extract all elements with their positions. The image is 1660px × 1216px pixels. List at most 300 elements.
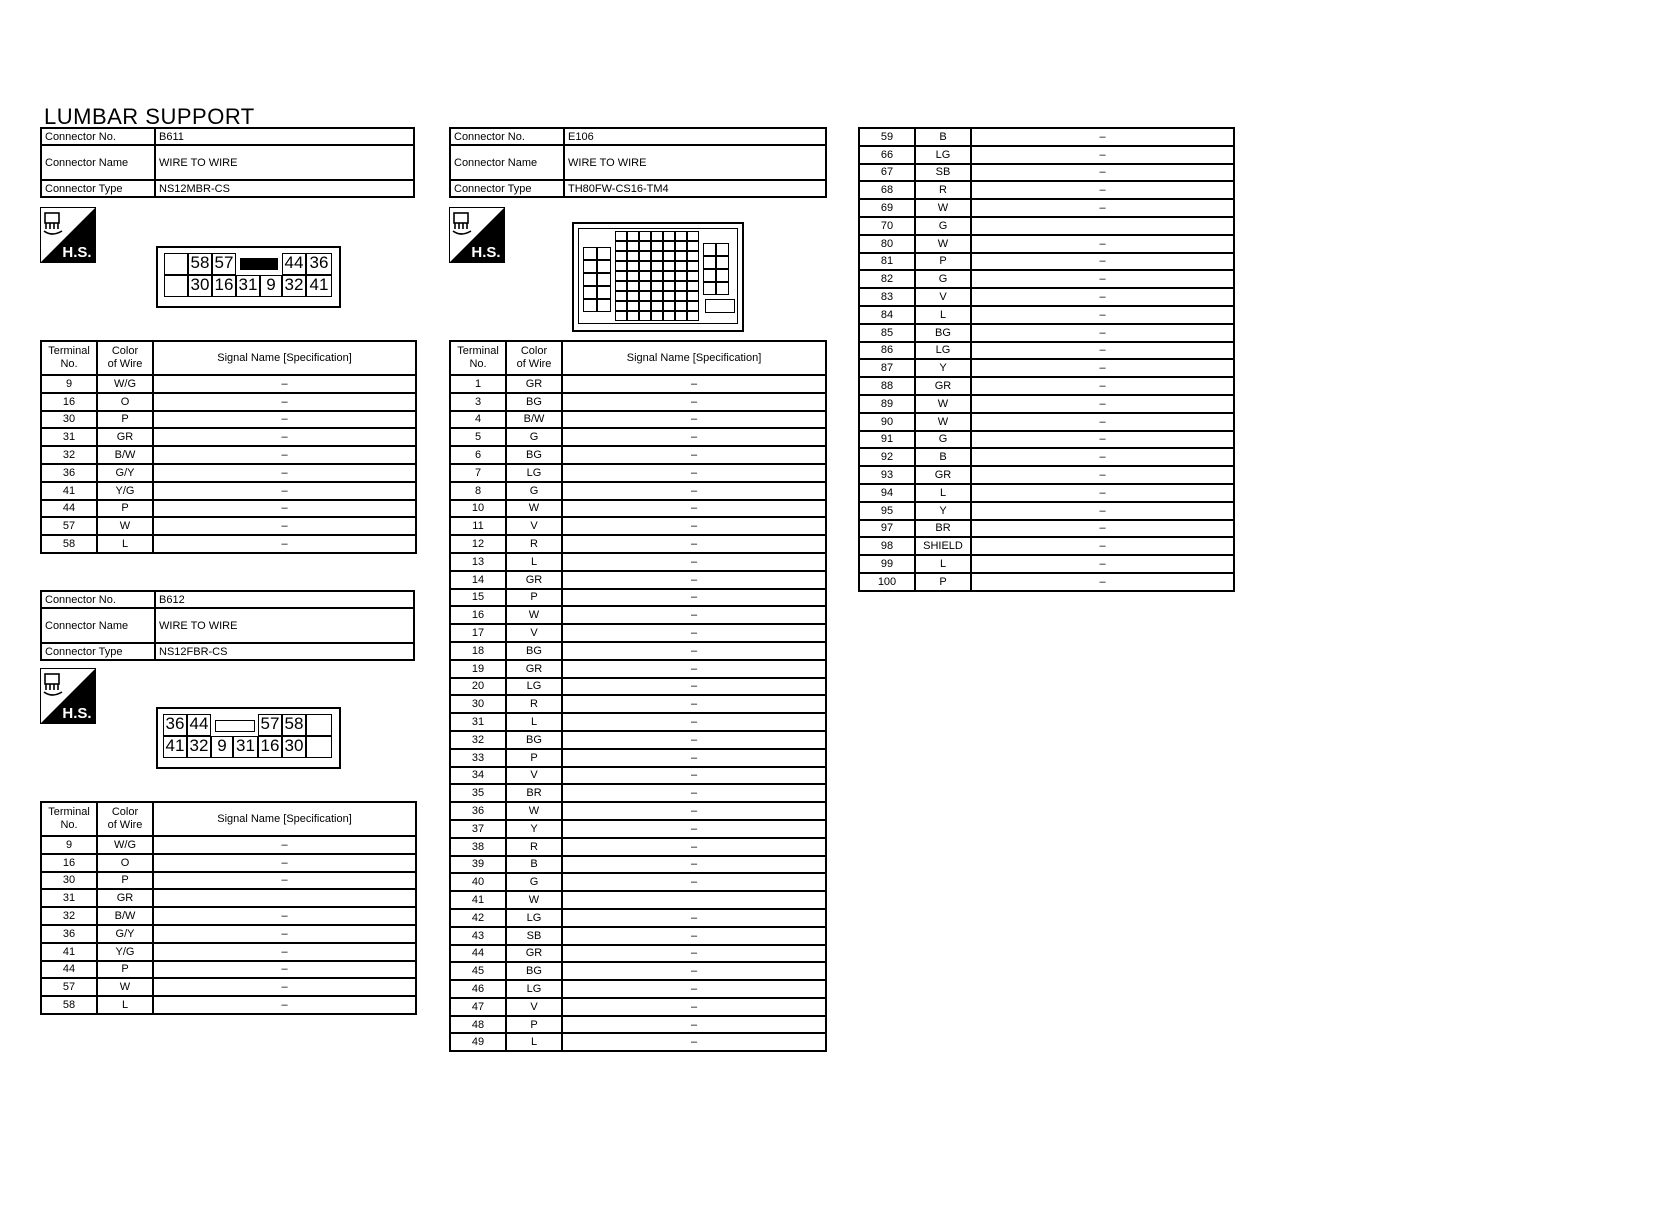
signal-cell: – bbox=[971, 235, 1234, 253]
cavity-cell bbox=[639, 291, 651, 301]
terminal-cell: 37 bbox=[450, 820, 506, 838]
wire-color-cell: G bbox=[506, 428, 562, 446]
table-row bbox=[41, 996, 416, 1014]
table-row bbox=[450, 998, 826, 1016]
table-row bbox=[41, 889, 416, 907]
pin-cell: 9 bbox=[211, 736, 233, 758]
signal-cell: – bbox=[153, 996, 416, 1014]
wire-color-cell: BR bbox=[506, 784, 562, 802]
terminal-cell: 30 bbox=[450, 695, 506, 713]
signal-cell: – bbox=[562, 464, 826, 482]
table-row bbox=[450, 784, 826, 802]
pin-cell bbox=[306, 714, 332, 736]
terminal-cell: 9 bbox=[41, 836, 97, 854]
cavity-cell bbox=[627, 231, 639, 241]
wire-color-cell: LG bbox=[506, 464, 562, 482]
cavity-cell bbox=[615, 241, 627, 251]
cavity-cell bbox=[639, 261, 651, 271]
wire-color-cell: L bbox=[97, 535, 153, 553]
cavity-cell bbox=[716, 243, 729, 256]
table-row bbox=[859, 377, 1234, 395]
wire-color-cell: W bbox=[506, 606, 562, 624]
wire-color-cell: P bbox=[97, 872, 153, 890]
table-row bbox=[859, 199, 1234, 217]
signal-cell: – bbox=[562, 962, 826, 980]
pin-cell: 30 bbox=[188, 275, 212, 297]
e106-connector-face bbox=[572, 222, 744, 332]
signal-cell: – bbox=[971, 128, 1234, 146]
connector-name-label: Connector Name bbox=[41, 145, 155, 180]
signal-cell: – bbox=[971, 520, 1234, 538]
signal-cell: – bbox=[971, 288, 1234, 306]
terminal-cell: 85 bbox=[859, 324, 915, 342]
wire-color-cell: R bbox=[506, 838, 562, 856]
cavity-cell bbox=[663, 261, 675, 271]
terminal-cell: 67 bbox=[859, 164, 915, 182]
terminal-cell: 41 bbox=[41, 482, 97, 500]
signal-cell: – bbox=[153, 428, 416, 446]
cavity-cell bbox=[639, 231, 651, 241]
signal-cell: – bbox=[562, 411, 826, 429]
cavity-cell bbox=[597, 247, 611, 260]
table-row bbox=[41, 517, 416, 535]
wire-color-cell: P bbox=[915, 573, 971, 591]
table-row bbox=[41, 872, 416, 890]
table-row bbox=[859, 288, 1234, 306]
wire-color-cell: SHIELD bbox=[915, 537, 971, 555]
terminal-cell: 14 bbox=[450, 571, 506, 589]
cavity-cell bbox=[663, 311, 675, 321]
table-row bbox=[41, 482, 416, 500]
cavity-cell bbox=[687, 291, 699, 301]
table-row bbox=[41, 500, 416, 518]
terminal-cell: 8 bbox=[450, 482, 506, 500]
table-row bbox=[450, 375, 826, 393]
pin-cell: 36 bbox=[163, 714, 187, 736]
cavity-cell bbox=[615, 301, 627, 311]
signal-cell: – bbox=[971, 413, 1234, 431]
table-row bbox=[450, 678, 826, 696]
terminal-cell: 4 bbox=[450, 411, 506, 429]
cavity-cell bbox=[583, 299, 597, 312]
wire-color-cell: W bbox=[915, 235, 971, 253]
wire-color-cell: P bbox=[97, 961, 153, 979]
signal-cell: – bbox=[153, 854, 416, 872]
cavity-cell bbox=[687, 271, 699, 281]
signal-cell: – bbox=[562, 393, 826, 411]
table-row bbox=[450, 927, 826, 945]
signal-cell: – bbox=[971, 555, 1234, 573]
connector-type-label: Connector Type bbox=[450, 180, 564, 197]
signal-cell: – bbox=[562, 695, 826, 713]
terminal-cell: 42 bbox=[450, 909, 506, 927]
wire-color-cell: LG bbox=[506, 909, 562, 927]
cavity-cell bbox=[597, 260, 611, 273]
b612-connector-type: NS12FBR-CS bbox=[155, 643, 414, 660]
table-row bbox=[859, 448, 1234, 466]
cavity-cell bbox=[651, 231, 663, 241]
table-row bbox=[450, 856, 826, 874]
signal-cell: – bbox=[153, 872, 416, 890]
terminal-cell: 39 bbox=[450, 856, 506, 874]
wire-color-cell: B/W bbox=[97, 446, 153, 464]
terminal-cell: 98 bbox=[859, 537, 915, 555]
signal-header: Signal Name [Specification] bbox=[562, 341, 826, 375]
cavity-cell bbox=[627, 281, 639, 291]
table-row bbox=[859, 395, 1234, 413]
table-row bbox=[450, 464, 826, 482]
pin-cell: 44 bbox=[187, 714, 211, 736]
pin-cell: 31 bbox=[233, 736, 258, 758]
table-row bbox=[859, 146, 1234, 164]
terminal-cell: 31 bbox=[41, 428, 97, 446]
terminal-cell: 3 bbox=[450, 393, 506, 411]
cavity-cell bbox=[615, 281, 627, 291]
terminal-cell: 31 bbox=[450, 713, 506, 731]
terminal-cell: 32 bbox=[41, 907, 97, 925]
terminal-cell: 45 bbox=[450, 962, 506, 980]
wire-color-cell: W bbox=[915, 413, 971, 431]
cavity-cell bbox=[675, 301, 687, 311]
table-row bbox=[859, 235, 1234, 253]
terminal-cell: 15 bbox=[450, 589, 506, 607]
terminal-header: Terminal No. bbox=[41, 341, 97, 375]
terminal-cell: 11 bbox=[450, 517, 506, 535]
table-row bbox=[450, 962, 826, 980]
e106-terminal-table-continued bbox=[858, 127, 1235, 592]
signal-cell: – bbox=[562, 571, 826, 589]
wire-color-cell: GR bbox=[97, 428, 153, 446]
cavity-cell bbox=[687, 281, 699, 291]
terminal-cell: 16 bbox=[450, 606, 506, 624]
terminal-cell: 43 bbox=[450, 927, 506, 945]
cavity-cell bbox=[583, 260, 597, 273]
signal-cell: – bbox=[562, 517, 826, 535]
signal-header: Signal Name [Specification] bbox=[153, 341, 416, 375]
terminal-cell: 33 bbox=[450, 749, 506, 767]
cavity-cell bbox=[651, 261, 663, 271]
table-row bbox=[450, 535, 826, 553]
wire-color-cell: SB bbox=[506, 927, 562, 945]
table-row bbox=[859, 502, 1234, 520]
wire-color-cell: P bbox=[97, 500, 153, 518]
signal-cell: – bbox=[562, 945, 826, 963]
cavity-cell bbox=[651, 251, 663, 261]
terminal-cell: 1 bbox=[450, 375, 506, 393]
cavity-cell bbox=[675, 281, 687, 291]
wire-color-cell: P bbox=[97, 411, 153, 429]
table-row bbox=[859, 181, 1234, 199]
signal-cell: – bbox=[971, 359, 1234, 377]
terminal-cell: 94 bbox=[859, 484, 915, 502]
wire-color-cell: Y/G bbox=[97, 943, 153, 961]
terminal-cell: 16 bbox=[41, 393, 97, 411]
b611-connector-face bbox=[156, 246, 341, 308]
table-row bbox=[450, 660, 826, 678]
wire-color-cell: L bbox=[915, 306, 971, 324]
cavity-cell bbox=[663, 271, 675, 281]
terminal-cell: 20 bbox=[450, 678, 506, 696]
wire-color-cell: V bbox=[506, 767, 562, 785]
table-row bbox=[41, 411, 416, 429]
terminal-cell: 58 bbox=[41, 535, 97, 553]
terminal-cell: 99 bbox=[859, 555, 915, 573]
e106-connector-name: WIRE TO WIRE bbox=[564, 145, 826, 180]
cavity-cell bbox=[687, 311, 699, 321]
terminal-cell: 90 bbox=[859, 413, 915, 431]
wire-color-cell: LG bbox=[915, 342, 971, 360]
table-row bbox=[450, 749, 826, 767]
pin-cell: 58 bbox=[188, 253, 212, 275]
table-row bbox=[41, 428, 416, 446]
wire-color-cell: BR bbox=[915, 520, 971, 538]
cavity-cell bbox=[627, 241, 639, 251]
signal-cell: – bbox=[562, 856, 826, 874]
wire-color-cell: GR bbox=[97, 889, 153, 907]
cavity-cell bbox=[627, 291, 639, 301]
pin-cell bbox=[164, 275, 188, 297]
cavity-cell bbox=[639, 271, 651, 281]
signal-cell: – bbox=[562, 802, 826, 820]
signal-cell: – bbox=[153, 517, 416, 535]
b612-info-table bbox=[40, 590, 415, 661]
cavity-cell bbox=[583, 273, 597, 286]
signal-cell: – bbox=[562, 749, 826, 767]
cavity-cell bbox=[583, 286, 597, 299]
terminal-cell: 82 bbox=[859, 270, 915, 288]
terminal-cell: 36 bbox=[41, 925, 97, 943]
table-row bbox=[859, 520, 1234, 538]
cavity-cell bbox=[675, 311, 687, 321]
wire-color-cell: BG bbox=[915, 324, 971, 342]
connector-name-label: Connector Name bbox=[450, 145, 564, 180]
table-row bbox=[450, 642, 826, 660]
terminal-cell: 97 bbox=[859, 520, 915, 538]
signal-cell: – bbox=[153, 411, 416, 429]
table-row bbox=[859, 359, 1234, 377]
terminal-cell: 80 bbox=[859, 235, 915, 253]
terminal-cell: 57 bbox=[41, 517, 97, 535]
signal-cell: – bbox=[562, 909, 826, 927]
lock-tab bbox=[240, 258, 278, 270]
pin-cell: 36 bbox=[306, 253, 332, 275]
wire-color-cell: G/Y bbox=[97, 464, 153, 482]
cavity-cell bbox=[663, 231, 675, 241]
table-row bbox=[450, 891, 826, 909]
signal-cell: – bbox=[562, 589, 826, 607]
cavity-cell bbox=[663, 251, 675, 261]
hs-label: H.S. bbox=[471, 244, 501, 261]
b612-connector-name: WIRE TO WIRE bbox=[155, 608, 414, 643]
color-header: Color of Wire bbox=[506, 341, 562, 375]
signal-cell: – bbox=[971, 181, 1234, 199]
terminal-cell: 7 bbox=[450, 464, 506, 482]
wire-color-cell: W bbox=[506, 891, 562, 909]
pin-cell: 41 bbox=[163, 736, 187, 758]
table-row bbox=[450, 695, 826, 713]
terminal-cell: 100 bbox=[859, 573, 915, 591]
table-row bbox=[450, 393, 826, 411]
signal-cell: – bbox=[971, 537, 1234, 555]
signal-cell bbox=[153, 889, 416, 907]
wire-color-cell: W bbox=[915, 395, 971, 413]
cavity-cell bbox=[675, 261, 687, 271]
terminal-cell: 36 bbox=[450, 802, 506, 820]
signal-cell: – bbox=[562, 606, 826, 624]
wire-color-cell: Y/G bbox=[97, 482, 153, 500]
wire-color-cell: GR bbox=[506, 660, 562, 678]
wire-color-cell: W/G bbox=[97, 836, 153, 854]
signal-cell: – bbox=[153, 836, 416, 854]
terminal-cell: 81 bbox=[859, 253, 915, 271]
wire-color-cell: L bbox=[506, 553, 562, 571]
cavity-cell bbox=[675, 251, 687, 261]
pin-cell: 57 bbox=[258, 714, 282, 736]
cavity-cell bbox=[675, 291, 687, 301]
cavity-cell bbox=[687, 301, 699, 311]
cavity-cell bbox=[639, 251, 651, 261]
pin-cell: 58 bbox=[282, 714, 306, 736]
cavity-cell bbox=[703, 256, 716, 269]
terminal-cell: 59 bbox=[859, 128, 915, 146]
cavity-cell bbox=[627, 251, 639, 261]
table-row bbox=[450, 713, 826, 731]
wire-color-cell: G bbox=[915, 431, 971, 449]
cavity-cell bbox=[675, 271, 687, 281]
cavity-cell bbox=[716, 256, 729, 269]
b611-info-table bbox=[40, 127, 415, 198]
cavity-cell bbox=[651, 291, 663, 301]
wire-color-cell: Y bbox=[915, 502, 971, 520]
table-row bbox=[859, 573, 1234, 591]
cavity-cell bbox=[687, 241, 699, 251]
signal-cell bbox=[562, 891, 826, 909]
table-row bbox=[450, 571, 826, 589]
signal-cell: – bbox=[562, 1016, 826, 1034]
table-row bbox=[450, 945, 826, 963]
wire-color-cell: BG bbox=[506, 731, 562, 749]
b612-connector-no: B612 bbox=[155, 591, 414, 608]
terminal-cell: 66 bbox=[859, 146, 915, 164]
wire-color-cell: W bbox=[97, 978, 153, 996]
terminal-cell: 91 bbox=[859, 431, 915, 449]
cavity-cell bbox=[639, 281, 651, 291]
signal-cell: – bbox=[153, 482, 416, 500]
signal-cell: – bbox=[562, 980, 826, 998]
cavity-cell bbox=[639, 241, 651, 251]
wire-color-cell: BG bbox=[506, 393, 562, 411]
signal-cell: – bbox=[153, 961, 416, 979]
table-row bbox=[859, 270, 1234, 288]
signal-cell: – bbox=[971, 395, 1234, 413]
table-row bbox=[450, 802, 826, 820]
cavity-cell bbox=[651, 241, 663, 251]
terminal-cell: 35 bbox=[450, 784, 506, 802]
pin-cell: 31 bbox=[236, 275, 260, 297]
pin-cell bbox=[164, 253, 188, 275]
cavity-cell bbox=[687, 251, 699, 261]
signal-cell: – bbox=[153, 464, 416, 482]
wire-color-cell: LG bbox=[915, 146, 971, 164]
terminal-cell: 83 bbox=[859, 288, 915, 306]
wire-color-cell: G bbox=[506, 873, 562, 891]
signal-cell: – bbox=[153, 907, 416, 925]
terminal-cell: 49 bbox=[450, 1033, 506, 1051]
cavity-cell bbox=[615, 291, 627, 301]
b612-connector-face bbox=[156, 707, 341, 769]
wire-color-cell: B bbox=[915, 448, 971, 466]
pin-cell: 32 bbox=[282, 275, 306, 297]
terminal-cell: 87 bbox=[859, 359, 915, 377]
table-row bbox=[859, 128, 1234, 146]
wire-color-cell: G bbox=[506, 482, 562, 500]
signal-cell: – bbox=[153, 446, 416, 464]
table-row bbox=[41, 446, 416, 464]
wire-color-cell: R bbox=[506, 695, 562, 713]
cavity-cell bbox=[639, 311, 651, 321]
terminal-cell: 30 bbox=[41, 411, 97, 429]
wire-color-cell: V bbox=[506, 517, 562, 535]
cavity-cell bbox=[663, 241, 675, 251]
e106-connector-no: E106 bbox=[564, 128, 826, 145]
signal-cell: – bbox=[562, 553, 826, 571]
wire-color-cell: L bbox=[915, 555, 971, 573]
connector-type-label: Connector Type bbox=[41, 643, 155, 660]
cavity-cell bbox=[597, 273, 611, 286]
wire-color-cell: G bbox=[915, 270, 971, 288]
wire-color-cell: L bbox=[915, 484, 971, 502]
wire-color-cell: V bbox=[506, 624, 562, 642]
table-row bbox=[450, 624, 826, 642]
cavity-cell bbox=[651, 311, 663, 321]
cavity-cell bbox=[687, 231, 699, 241]
pin-cell: 9 bbox=[260, 275, 282, 297]
signal-cell: – bbox=[971, 306, 1234, 324]
terminal-cell: 47 bbox=[450, 998, 506, 1016]
connector-no-label: Connector No. bbox=[41, 128, 155, 145]
cavity-cell bbox=[716, 282, 729, 295]
terminal-cell: 9 bbox=[41, 375, 97, 393]
wire-color-cell: Y bbox=[915, 359, 971, 377]
table-row bbox=[41, 907, 416, 925]
hs-label: H.S. bbox=[62, 244, 92, 261]
signal-cell: – bbox=[153, 500, 416, 518]
terminal-cell: 68 bbox=[859, 181, 915, 199]
terminal-cell: 30 bbox=[41, 872, 97, 890]
table-row bbox=[859, 217, 1234, 235]
table-row bbox=[859, 164, 1234, 182]
cavity-cell bbox=[703, 282, 716, 295]
page-title: LUMBAR SUPPORT bbox=[44, 104, 255, 129]
wire-color-cell: R bbox=[506, 535, 562, 553]
cavity-cell bbox=[615, 311, 627, 321]
table-row bbox=[450, 482, 826, 500]
table-row bbox=[41, 943, 416, 961]
wire-color-cell: G/Y bbox=[97, 925, 153, 943]
signal-cell: – bbox=[562, 713, 826, 731]
signal-cell: – bbox=[562, 838, 826, 856]
terminal-cell: 17 bbox=[450, 624, 506, 642]
wire-color-cell: O bbox=[97, 393, 153, 411]
pin-cell: 57 bbox=[212, 253, 236, 275]
connector-no-label: Connector No. bbox=[41, 591, 155, 608]
wire-color-cell: W/G bbox=[97, 375, 153, 393]
terminal-cell: 6 bbox=[450, 446, 506, 464]
signal-cell: – bbox=[562, 1033, 826, 1051]
table-row bbox=[859, 466, 1234, 484]
terminal-cell: 32 bbox=[41, 446, 97, 464]
wire-color-cell: GR bbox=[506, 375, 562, 393]
